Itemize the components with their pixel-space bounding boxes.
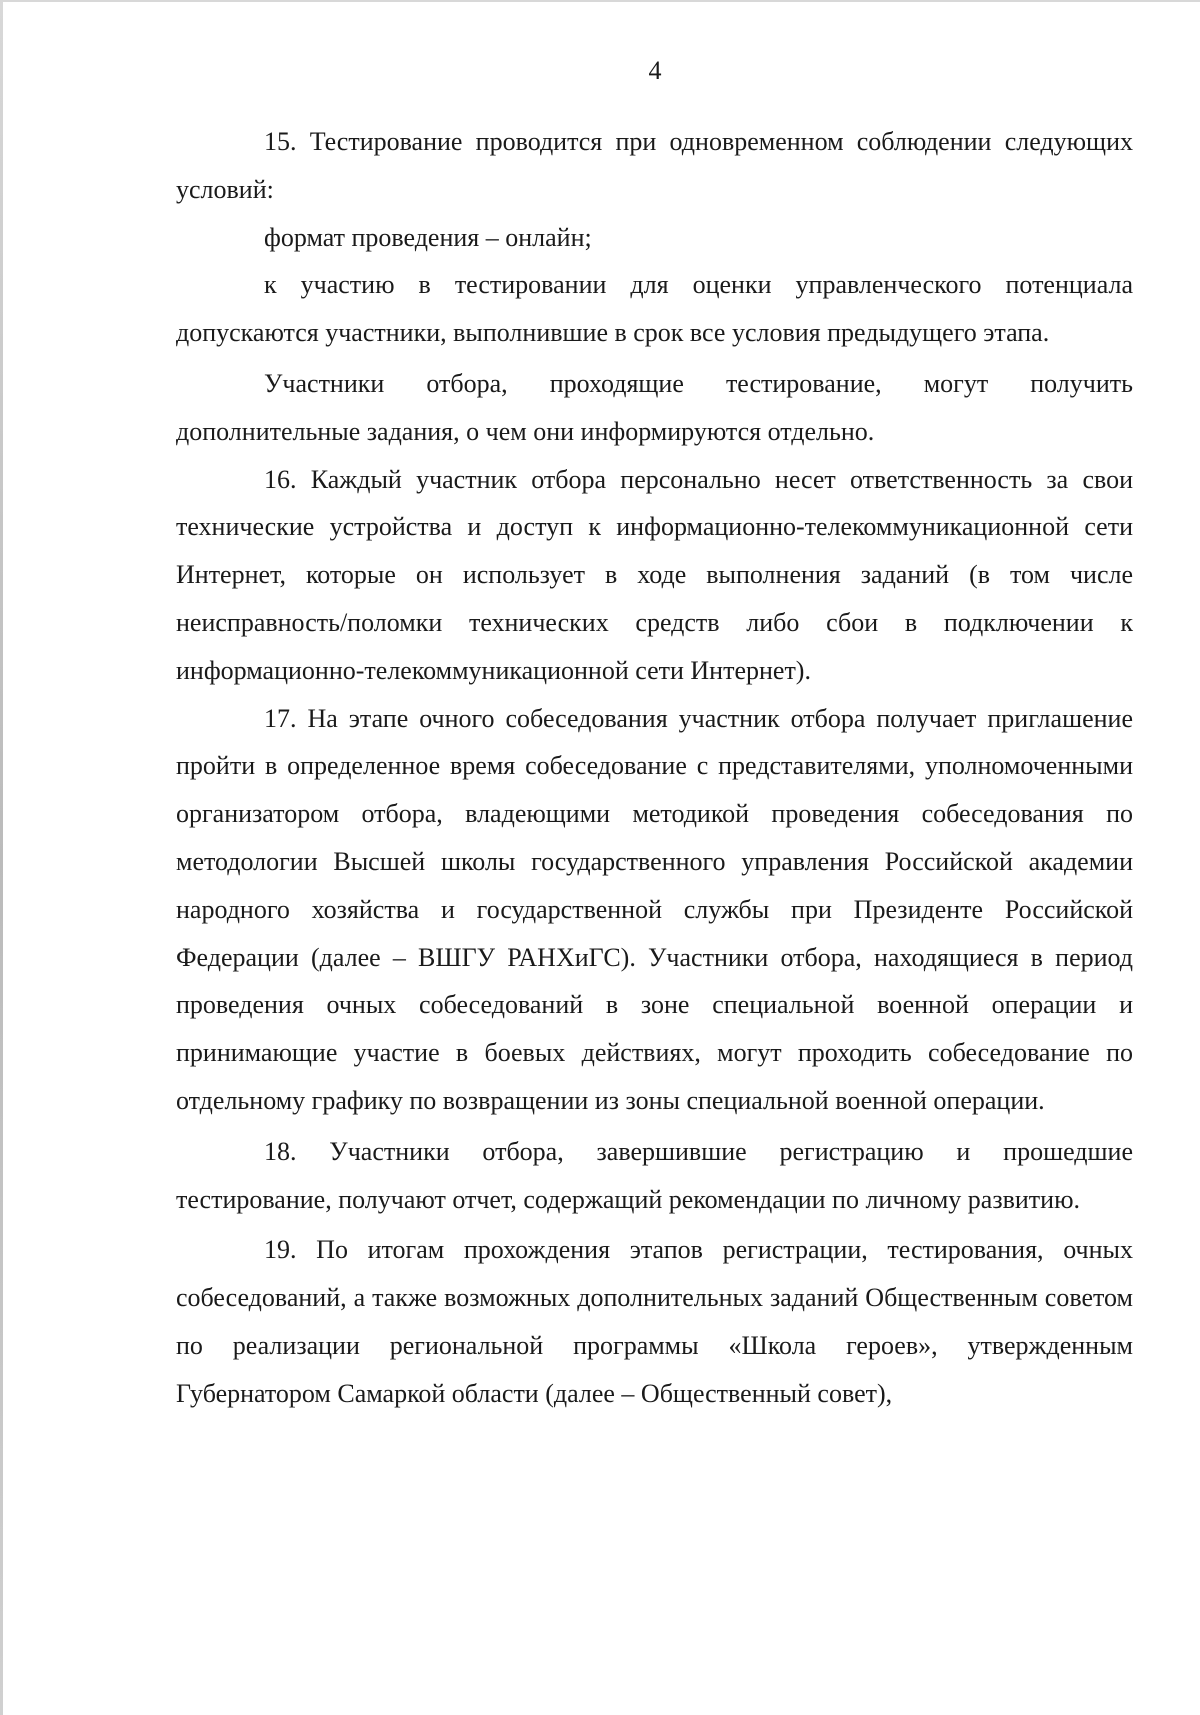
paragraph-15: 15. Тестирование проводится при одновременном соблюдении следующих условий: (176, 127, 1133, 204)
paragraph-admission: к участию в тестировании для оценки управленческого потенциала допускаются участники, выполнившие в срок все условия предыдущего этапа. (176, 270, 1133, 348)
paragraph-additional-tasks: Участники отбора, проходящие тестирование, могут получить дополнительные задания, о чем они информируются отдельно. (176, 368, 1133, 446)
paragraph-format: формат проведения – онлайн; (264, 222, 592, 252)
paragraph-19: 19. По итогам прохождения этапов регистрации, тестирования, очных собеседований, а также возможных дополнительных заданий Общественным советом по реализации региональной программы «Школа героев», утвержденным Губернатором Самаркой области (далее – Общественный совет), (176, 1235, 1133, 1408)
page-number: 4 (648, 56, 662, 85)
paragraph-16: 16. Каждый участник отбора персонально несет ответственность за свои технические устройства и доступ к информационно-телекоммуникационной сети Интернет, которые он использует в ходе выполнения заданий (в том числе неисправность/поломки технических средств либо сбои в подключении к информационно-телекоммуникационной сети Интернет). (176, 464, 1133, 685)
paragraph-17: 17. На этапе очного собеседования участник отбора получает приглашение пройти в определенное время собеседование с представителями, уполномоченными организатором отбора, владеющими методикой проведения собеседования по методологии Высшей школы государственного управления Российской академии народного хозяйства и государственной службы при Президенте Российской Федерации (далее – ВШГУ РАНХиГС). Участники отбора, находящиеся в период проведения очных собеседований в зоне специальной военной операции и принимающие участие в боевых действиях, могут проходить собеседование по отдельному графику по возвращении из зоны специальной военной операции. (176, 703, 1133, 1115)
scan-border-top (0, 0, 1200, 2)
scan-border-left (0, 0, 3, 1715)
paragraph-18: 18. Участники отбора, завершившие регистрацию и прошедшие тестирование, получают отчет, содержащий рекомендации по личному развитию. (176, 1136, 1133, 1214)
document-body (176, 118, 1133, 1418)
